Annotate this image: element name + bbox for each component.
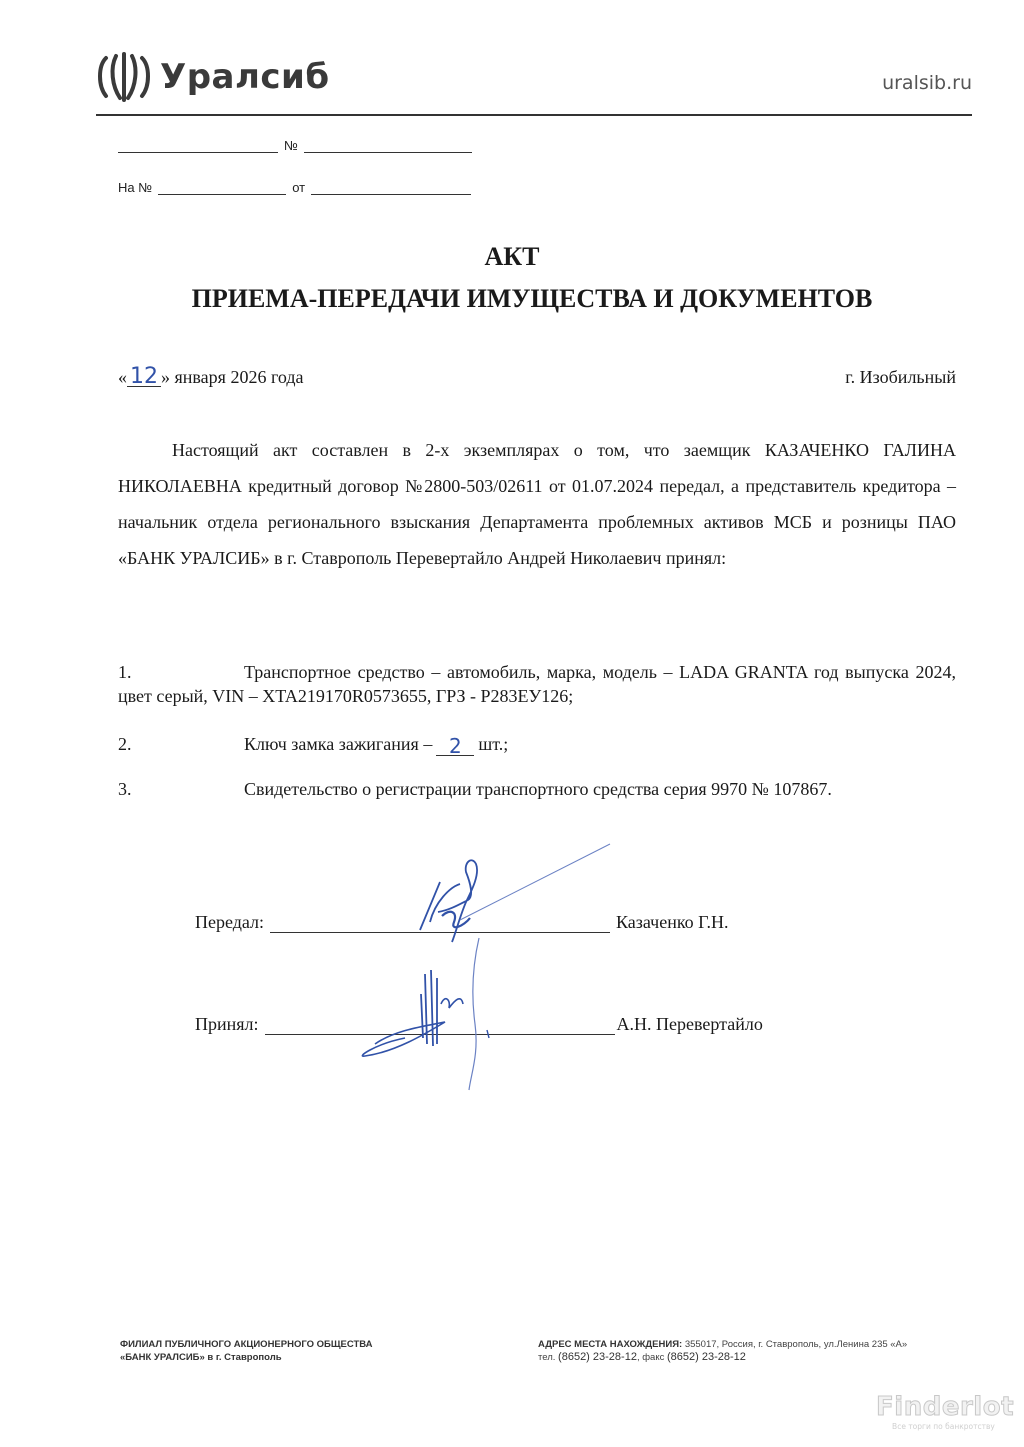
transferred-name: Казаченко Г.Н.	[616, 912, 729, 932]
outgoing-number-field[interactable]	[304, 138, 472, 153]
outgoing-registration	[118, 138, 472, 153]
reply-registration	[118, 180, 471, 195]
transferred-signature-line	[270, 912, 610, 933]
outgoing-date-field[interactable]	[118, 138, 278, 153]
uralsib-logo-icon	[94, 52, 154, 102]
footer-fax-label: факс	[642, 1352, 665, 1363]
signature-icon	[345, 934, 525, 1094]
from-label: от	[292, 180, 306, 195]
footer-fax: (8652) 23-28-12	[666, 1351, 746, 1363]
item-number: 3.	[118, 779, 132, 799]
item-text: Свидетельство о регистрации транспортного средства серия 9970 № 107867.	[244, 779, 832, 799]
reply-prefix-label: На №	[118, 180, 153, 195]
brand-logo	[94, 52, 330, 102]
brand-name: Уралсиб	[160, 57, 330, 97]
handwritten-day: 12	[127, 368, 161, 387]
website-link[interactable]: uralsib.ru	[882, 72, 972, 94]
item-number: 1.	[118, 662, 132, 682]
item-text: Ключ замка зажигания –	[244, 734, 433, 754]
reply-date-field[interactable]	[311, 180, 471, 195]
item-number: 2.	[118, 734, 132, 754]
date-month-year: » января 2026 года	[161, 367, 304, 387]
watermark-tagline: Все торги по банкротству	[892, 1422, 995, 1431]
date-open-quote: «	[118, 367, 127, 387]
transferred-signature-row	[195, 912, 729, 933]
number-sign: №	[284, 138, 298, 153]
list-item	[118, 660, 956, 708]
footer-branch-info	[120, 1338, 373, 1364]
finderlot-watermark	[876, 1392, 1014, 1431]
list-item	[118, 732, 956, 756]
accepted-label: Принял:	[195, 1014, 259, 1034]
footer-branch-line2: «БАНК УРАЛСИБ» в г. Ставрополь	[120, 1352, 282, 1363]
footer-contacts: АДРЕС МЕСТА НАХОЖДЕНИЯ: 355017, Россия, г. Ставрополь, ул.Ленина 235 «А» тел. (8652) 23-28-12, факс (8652) 23-28-12	[538, 1339, 908, 1363]
accepted-signature-line	[265, 1014, 615, 1035]
accepted-name: А.Н. Перевертайло	[616, 1014, 763, 1034]
document-date	[118, 364, 304, 389]
footer-phone-label: тел.	[538, 1352, 556, 1363]
item-unit: шт.;	[478, 734, 509, 754]
body-paragraph-text: Настоящий акт составлен в 2-х экземплярах о том, что заемщик КАЗАЧЕНКО ГАЛИНА НИКОЛАЕВНА кредитный договор №2800-503/02611 от 01.07.2024 передал, а представитель кредитора – начальник отдела регионального взыскания Департамента проблемных активов МСБ и розницы ПАО «БАНК УРАЛСИБ» в г. Ставрополь Перевертайло Андрей Николаевич принял:	[118, 440, 956, 568]
accepted-signature-row	[195, 1014, 763, 1035]
document-subtitle: ПРИЕМА-ПЕРЕДАЧИ ИМУЩЕСТВА И ДОКУМЕНТОВ	[191, 284, 873, 313]
footer-branch-line1: ФИЛИАЛ ПУБЛИЧНОГО АКЦИОНЕРНОГО ОБЩЕСТВА	[120, 1339, 373, 1350]
footer-address-label: АДРЕС МЕСТА НАХОЖДЕНИЯ:	[538, 1339, 683, 1350]
document-city: г. Изобильный	[845, 367, 956, 387]
item-text: Транспортное средство – автомобиль, марка, модель – LADA GRANTA год выпуска 2024, цвет серый, VIN – XTA219170R0573655, ГРЗ - Р283ЕУ126;	[118, 662, 956, 706]
watermark-name: Finderlot	[876, 1392, 1014, 1422]
footer-phone: (8652) 23-28-12	[558, 1351, 637, 1363]
header-divider	[96, 114, 972, 116]
document-title: АКТ	[484, 242, 540, 271]
list-item	[118, 777, 956, 801]
body-paragraph	[118, 432, 956, 576]
handwritten-quantity: 2	[436, 737, 474, 756]
footer-address: 355017, Россия, г. Ставрополь, ул.Ленина 235 «А»	[684, 1339, 908, 1350]
transferred-label: Передал:	[195, 912, 265, 932]
reply-number-field[interactable]	[158, 180, 286, 195]
